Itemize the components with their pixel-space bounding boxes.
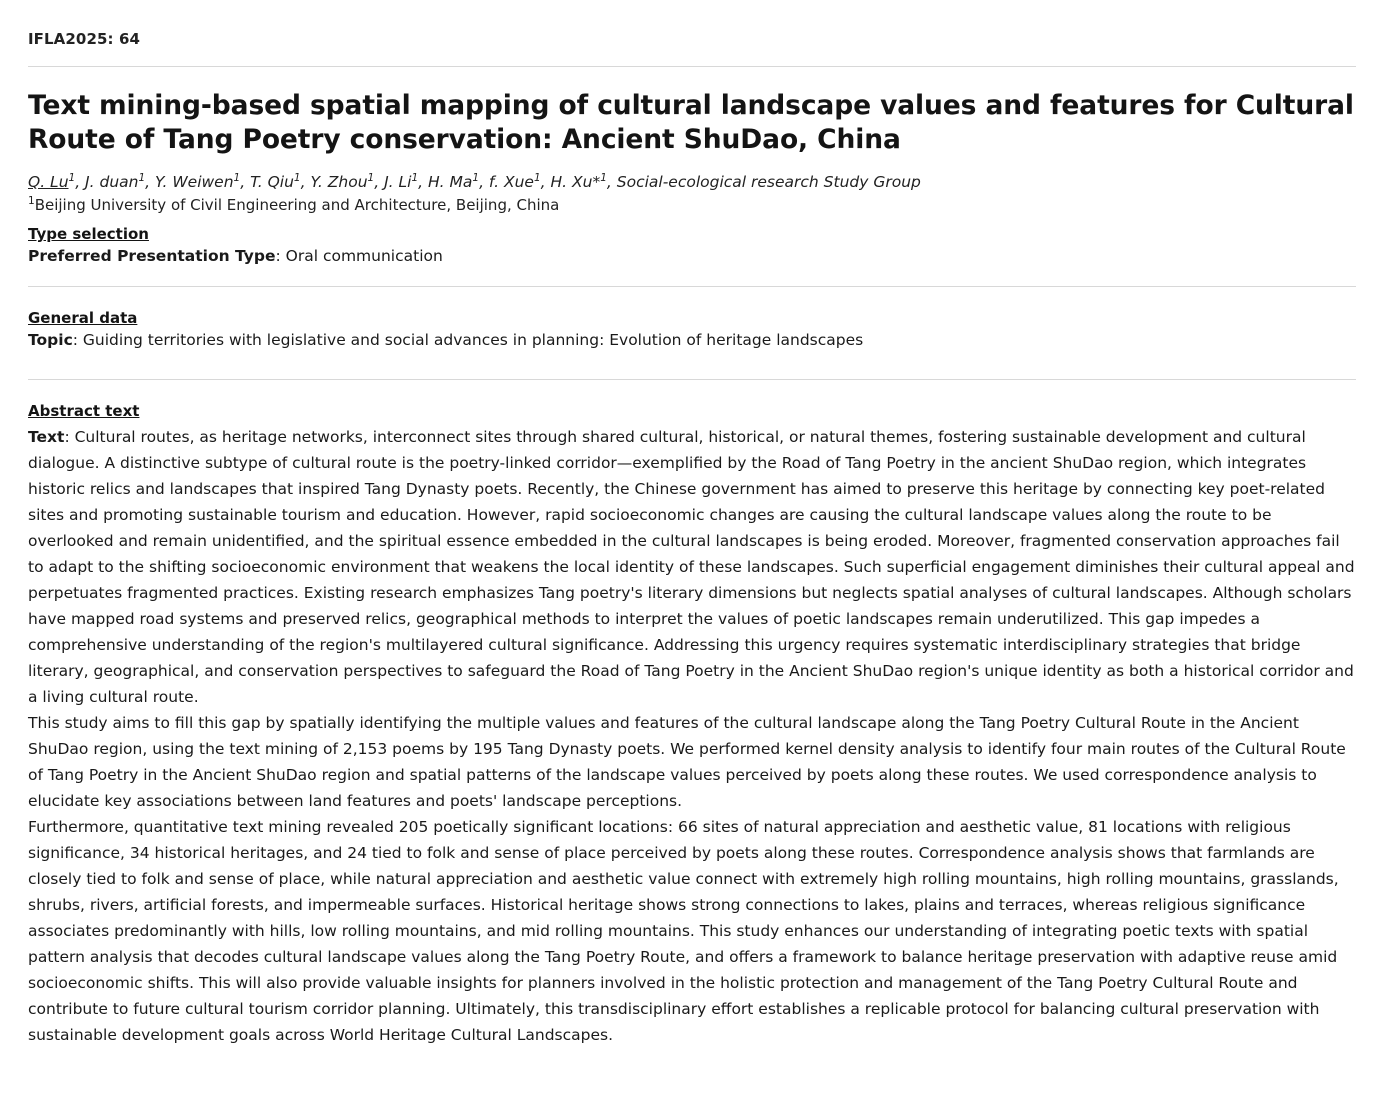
abstract-paragraph-3: Furthermore, quantitative text mining revealed 205 poetically significant locations: 66 sites of natural appreciation and aesthetic value, 81 locations with religious significance, 34 historical heritages, and 24 tied to folk and sense of place perceived by poets along these routes. Correspondence analysis shows that farmlands are closely tied to folk and sense of place, while natural appreciation and aesthetic value connect with extremely high rolling mountains, high rolling mountains, grasslands, shrubs, rivers, artificial forests, and impermeable surfaces. Historical heritage shows strong connections to lakes, plains and terraces, whereas religious significance associates predominantly with hills, low rolling mountains, and mid rolling mountains. This study enhances our understanding of integrating poetic texts with spatial pattern analysis that decodes cultural landscape values along the Tang Poetry Route, and offers a framework to balance heritage preservation with adaptive reuse amid socioeconomic shifts. This will also provide valuable insights for planners involved in the holistic protection and management of the Tang Poetry Cultural Route and contribute to future cultural tourism corridor planning. Ultimately, this transdisciplinary effort establishes a replicable protocol for balancing cultural preservation with sustainable development goals across World Heritage Cultural Landscapes. xyxy=(28,818,1339,1045)
author-list-rest: , J. duan$^1$, Y. Weiwen$^1$, T. Qiu$^1$, Y. Zhou$^1$, J. Li$^1$, H. Ma$^1$, f. Xue$^1$, H. Xu*$^1$, Social-ecological research Study Group xyxy=(75,171,921,191)
general-data-block xyxy=(28,309,1356,352)
abstract-block xyxy=(28,402,1356,1049)
type-selection-heading: Type selection xyxy=(28,225,149,244)
divider-abstract xyxy=(28,379,1356,380)
abstract-paragraph-1 xyxy=(28,424,1356,710)
first-author: Q. Lu xyxy=(28,172,69,191)
divider-general xyxy=(28,286,1356,287)
abstract-paragraph-2: This study aims to fill this gap by spatially identifying the multiple values and features of the cultural landscape along the Tang Poetry Cultural Route in the Ancient ShuDao region, using the text mining of 2,153 poems by 195 Tang Dynasty poets. We performed kernel density analysis to identify four main routes of the Cultural Route of Tang Poetry in the Ancient ShuDao region and spatial patterns of the landscape values perceived by poets along these routes. We used correspondence analysis to elucidate key associations between land features and poets' landscape perceptions. xyxy=(28,713,1346,810)
page-title: Text mining-based spatial mapping of cultural landscape values and features for Cultural Route of Tang Poetry conservation: Ancient ShuDao, China xyxy=(28,90,1354,155)
preferred-presentation-type-value: : Oral communication xyxy=(275,247,443,266)
affiliation-text: Beijing University of Civil Engineering and Architecture, Beijing, China xyxy=(34,196,560,215)
abstract-heading: Abstract text xyxy=(28,401,140,420)
topic-label: Topic xyxy=(28,331,73,350)
topic-line xyxy=(28,329,1356,352)
affiliation-line xyxy=(28,195,1356,217)
topic-value: : Guiding territories with legislative and social advances in planning: Evolution of heritage landscapes xyxy=(72,331,864,350)
preferred-presentation-type xyxy=(28,245,1356,268)
preferred-presentation-type-label: Preferred Presentation Type xyxy=(28,247,276,266)
general-data-heading: General data xyxy=(28,309,138,328)
affiliation-marker: 1 xyxy=(28,195,35,208)
divider-top xyxy=(28,66,1356,67)
author-list xyxy=(28,171,1356,193)
abstract-text-label: Text xyxy=(28,427,65,446)
type-selection-block xyxy=(28,225,1356,268)
reference-id: IFLA2025: 64 xyxy=(28,30,141,48)
abstract-paragraph-1-text: : Cultural routes, as heritage networks, interconnect sites through shared cultural, historical, or natural themes, fostering sustainable development and cultural dialogue. A distinctive subtype of cultural route is the poetry-linked corridor—exemplified by the Road of Tang Poetry in the ancient ShuDao region, which integrates historic relics and landscapes that inspired Tang Dynasty poets. Recently, the Chinese government has aimed to preserve this heritage by connecting key poet-related sites and promoting sustainable tourism and education. However, rapid socioeconomic changes are causing the cultural landscape values along the route to be overlooked and remain unidentified, and the spiritual essence embedded in the cultural landscapes is being eroded. Moreover, fragmented conservation approaches fail to adapt to the shifting socioeconomic environment that weakens the local identity of these landscapes. Such superficial engagement diminishes their cultural appeal and perpetuates fragmented practices. Existing research emphasizes Tang poetry's literary dimensions but neglects spatial analyses of cultural landscapes. Although scholars have mapped road systems and preserved relics, geographical methods to interpret the values of poetic landscapes remain underutilized. This gap impedes a comprehensive understanding of the region's multilayered cultural significance. Addressing this urgency requires systematic interdisciplinary strategies that bridge literary, geographical, and conservation perspectives to safeguard the Road of Tang Poetry in the Ancient ShuDao region's unique identity as both a historical corridor and a living cultural route. xyxy=(28,427,1355,706)
first-author-affiliation-marker: 1 xyxy=(68,171,76,184)
